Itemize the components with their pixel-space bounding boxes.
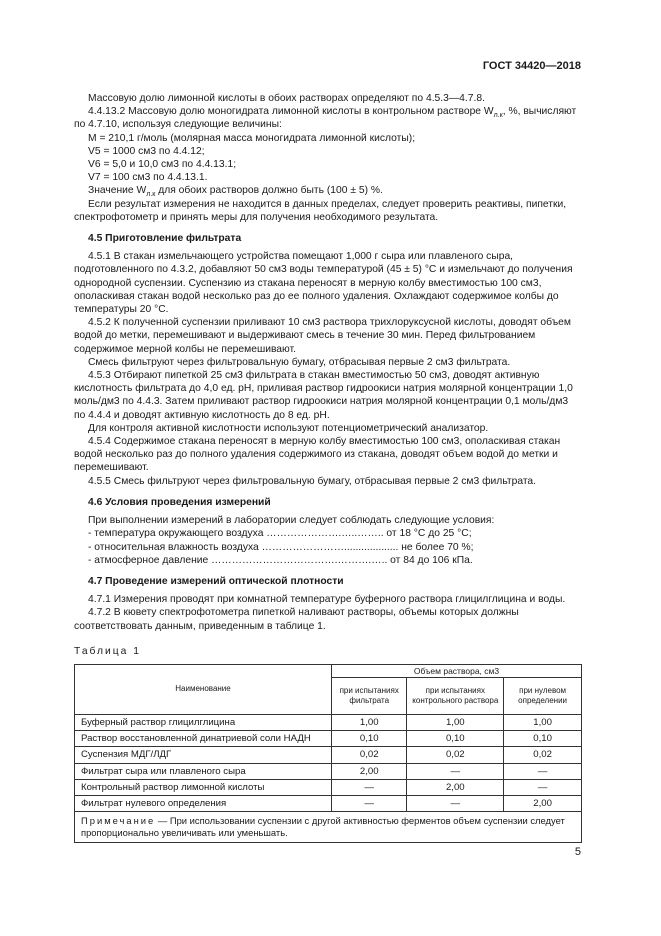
table-note (75, 812, 582, 843)
cell-value: — (504, 779, 582, 795)
cell-value: 2,00 (504, 795, 582, 811)
condition-temperature: - температура окружающего воздуха ………………….…..…….. от 18 °С до 25 °С; (88, 528, 472, 540)
paragraph-4-4-13-2 (74, 105, 582, 131)
paragraph-4-5-4: 4.5.4 Содержимое стакана переносят в мерную колбу вместимостью 100 см3, ополаскивая стакан водой несколько раз до полного удаления содержимого из стакана, доводят объем водой до метки и перемешивают. (74, 436, 561, 474)
table-row (75, 714, 582, 730)
paragraph-4-5-5: 4.5.5 Смесь фильтруют через фильтровальную бумагу, отбрасывая первые 2 см3 фильтрата. (88, 475, 537, 487)
cell-value: 0,10 (407, 731, 504, 747)
cell-value: — (332, 795, 407, 811)
text: Значение W (88, 185, 147, 197)
cell-value: — (504, 763, 582, 779)
paragraph-warning: Если результат измерения не находится в данных пределах, следует проверить реактивы, пипетки, спектрофотометр и принять меры для получения необходимого результата. (74, 198, 567, 223)
value-v5: V5 = 1000 см3 по 4.4.12; (88, 145, 205, 157)
volumes-table (74, 664, 582, 843)
cell-value: 0,10 (332, 731, 407, 747)
value-m: М = 210,1 г/моль (молярная масса моногидрата лимонной кислоты); (88, 132, 416, 144)
paragraph-4-7-2: 4.7.2 В кювету спектрофотометра пипеткой наливают растворы, объемы которых должны соответствовать данным, приведенным в таблице 1. (74, 607, 519, 632)
document-code: ГОСТ 34420—2018 (482, 60, 581, 72)
row-name: Фильтрат нулевого определения (75, 795, 332, 811)
condition-humidity: - относительная влажность воздуха ……………………................... не более 70 %; (88, 541, 474, 553)
cell-value: 2,00 (407, 779, 504, 795)
cell-value: 0,02 (332, 747, 407, 763)
table-row (75, 747, 582, 763)
table-row (75, 795, 582, 811)
header-volume-group: Объем раствора, см3 (332, 664, 582, 677)
table-row (75, 731, 582, 747)
subscript: л.к (493, 112, 503, 120)
cell-value: 0,10 (504, 731, 582, 747)
note-text: — При использовании суспензии с другой активностью ферментов объем суспензии следует пропорционально увеличивать или уменьшать. (81, 815, 565, 839)
row-name: Контрольный раствор лимонной кислоты (75, 779, 332, 795)
table-caption: Таблица 1 (74, 645, 141, 657)
row-name: Раствор восстановленной динатриевой соли НАДН (75, 731, 332, 747)
note-label: Примечание (81, 815, 156, 827)
cell-value: 1,00 (407, 714, 504, 730)
cell-value: 0,02 (504, 747, 582, 763)
paragraph-filtering: Смесь фильтруют через фильтровальную бумагу, отбрасывая первые 2 см3 фильтрата. (88, 356, 511, 368)
text: 4.4.13.2 Массовую долю моногидрата лимонной кислоты в контрольном растворе W (88, 106, 494, 118)
cell-value: 1,00 (504, 714, 582, 730)
text: для обоих растворов должно быть (100 ± 5) %. (155, 185, 383, 197)
header-filtrate: при испытаниях фильтрата (332, 677, 407, 714)
section-4-5-title: 4.5 Приготовление фильтрата (88, 233, 242, 245)
header-zero: при нулевом определении (504, 677, 582, 714)
page-number: 5 (574, 846, 581, 858)
header-name: Наименование (75, 664, 332, 714)
text: , %, вычисляют по 4.7.10, используя следующие величины: (74, 106, 577, 131)
cell-value: — (407, 763, 504, 779)
value-requirement (74, 184, 582, 197)
row-name: Буферный раствор глицилглицина (75, 714, 332, 730)
condition-pressure: - атмосферное давление ……………………………….……….….. от 84 до 106 кПа. (88, 554, 473, 566)
page-content (74, 92, 582, 843)
cell-value: 0,02 (407, 747, 504, 763)
table-row (75, 779, 582, 795)
row-name: Фильтрат сыра или плавленого сыра (75, 763, 332, 779)
paragraph-citric-acid: Массовую долю лимонной кислоты в обоих растворах определяют по 4.5.3—4.7.8. (88, 93, 485, 104)
cell-value: — (407, 795, 504, 811)
paragraph-4-5-3: 4.5.3 Отбирают пипеткой 25 см3 фильтрата в стакан вместимостью 50 см3, доводят активную кислотность фильтрата до 4,0 ед. pH, приливая раствор гидроокиси натрия молярной концентрации 1,0 моль/дм3 по 4.4.3. Затем приливают раствор гидроокиси натрия молярной концентрации 0,1 моль/дм3 по 4.4.4 и доводят активную кислотность до 8 ед. pH. (74, 370, 573, 421)
section-4-6-title: 4.6 Условия проведения измерений (88, 496, 271, 508)
subscript: л.к (146, 191, 156, 199)
paragraph-4-7-1: 4.7.1 Измерения проводят при комнатной температуре буферного раствора глицилглицина и воды. (88, 594, 566, 606)
cell-value: 2,00 (332, 763, 407, 779)
cell-value: — (332, 779, 407, 795)
section-4-7-title: 4.7 Проведение измерений оптической плотности (88, 575, 344, 587)
row-name: Суспензия МДГ/ЛДГ (75, 747, 332, 763)
paragraph-ph-control: Для контроля активной кислотности используют потенциометрический анализатор. (88, 422, 489, 434)
value-v7: V7 = 100 см3 по 4.4.13.1. (88, 172, 208, 184)
header-control: при испытаниях контрольного раствора (407, 677, 504, 714)
paragraph-4-6-intro: При выполнении измерений в лаборатории следует соблюдать следующие условия: (88, 515, 495, 527)
table-row (75, 763, 582, 779)
cell-value: 1,00 (332, 714, 407, 730)
value-v6: V6 = 5,0 и 10,0 см3 по 4.4.13.1; (88, 159, 237, 171)
paragraph-4-5-1: 4.5.1 В стакан измельчающего устройства помещают 1,000 г сыра или плавленого сыра, подготовленного по 4.3.2, добавляют 50 см3 воды температурой (45 ± 5) °С и измельчают до получения однородной суспензии. Суспензию из стакана переносят в мерную колбу вместимостью 100 см3, ополаскивая стакан водой несколько раз до ее полного удаления. Охлаждают содержимое колбы до температуры 20 °С. (74, 251, 573, 316)
paragraph-4-5-2: 4.5.2 К полученной суспензии приливают 10 см3 раствора трихлоруксусной кислоты, доводят объем водой до метки, перемешивают и выдерживают смесь в течение 30 мин. Перед фильтрованием содержимое мерной колбы не перемешивают. (74, 317, 571, 355)
